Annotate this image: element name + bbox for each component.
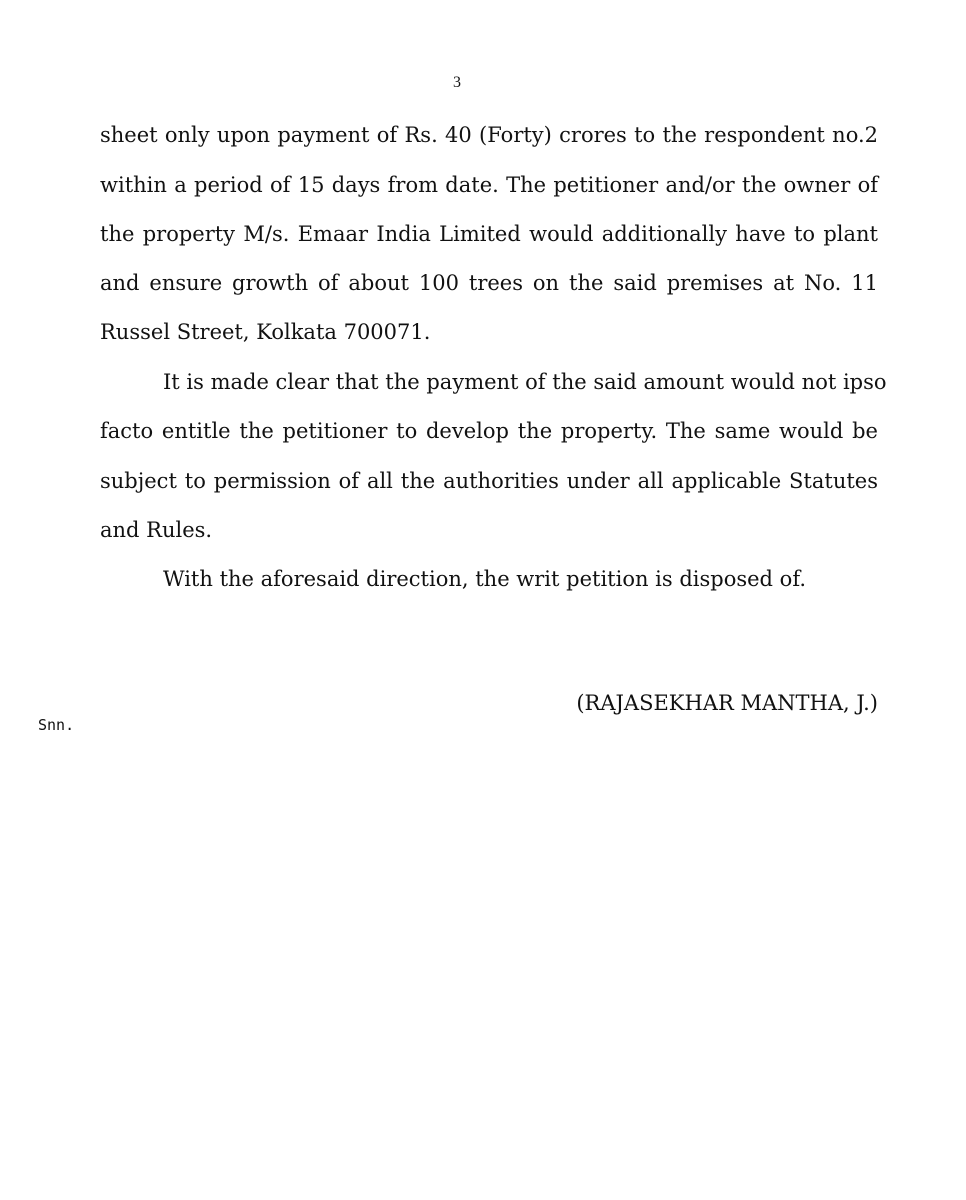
typist-initials: Snn. [38, 716, 75, 734]
text-line: With the aforesaid direction, the writ petition is disposed of. [163, 567, 807, 591]
text-line: and ensure growth of about 100 trees on the said premises at No. 11 [100, 271, 878, 295]
text-line: sheet only upon payment of Rs. 40 (Forty) crores to the respondent no.2 [100, 123, 878, 147]
text-line: facto entitle the petitioner to develop the property. The same would be [100, 419, 878, 443]
text-line: within a period of 15 days from date. The petitioner and/or the owner of [100, 173, 878, 197]
page-number: 3 [453, 74, 461, 91]
text-line: It is made clear that the payment of the said amount would not ipso [163, 370, 887, 394]
text-line: subject to permission of all the authorities under all applicable Statutes [100, 469, 878, 493]
text-line: the property M/s. Emaar India Limited would additionally have to plant [100, 222, 878, 246]
text-line: Russel Street, Kolkata 700071. [100, 320, 431, 344]
judge-signature: (RAJASEKHAR MANTHA, J.) [576, 691, 878, 715]
text-line: and Rules. [100, 518, 213, 542]
